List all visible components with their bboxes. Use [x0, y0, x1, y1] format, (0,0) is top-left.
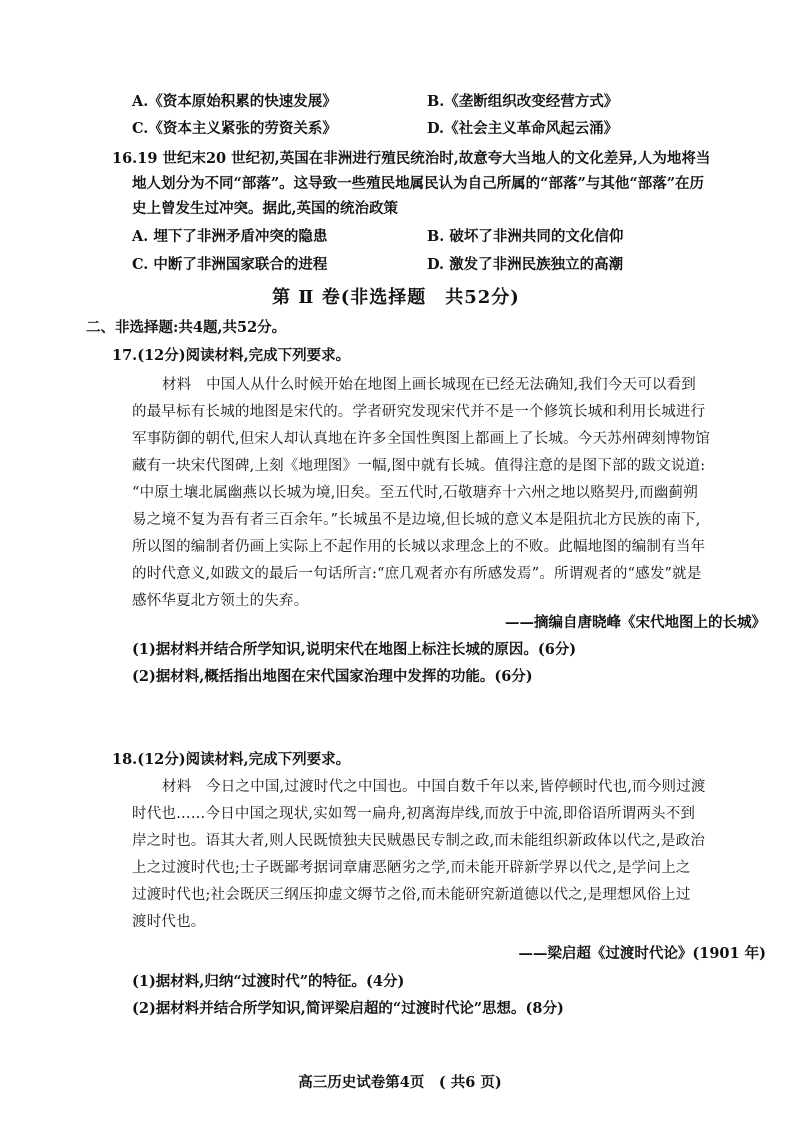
q18-header: 18.(12分)阅读材料,完成下列要求。: [112, 751, 351, 768]
q17-material-line: 的时代意义,如跋文的最后一句话所言:“庶几观者亦有所感发焉”。所谓观者的“感发”就是: [132, 566, 702, 582]
q18-material-line: 岸之时也。语其大者,则人民既愤独夫民贼愚民专制之政,而未能组织新政体以代之,是政治: [132, 833, 706, 849]
q17-header: 17.(12分)阅读材料,完成下列要求。: [112, 347, 351, 364]
section-instruction: 二、非选择题:共4题,共52分。: [86, 319, 287, 336]
q15-option-a: A.《资本原始积累的快速发展》: [132, 93, 337, 110]
q17-question-1: (1)据材料并结合所学知识,说明宋代在地图上标注长城的原因。(6分): [132, 641, 577, 658]
q18-material-line: 上之过渡时代也;士子既鄙考据词章庸恶陋劣之学,而未能开辟新学界以代之,是学问上之: [132, 860, 691, 876]
q17-material-line: 的最早标有长城的地图是宋代的。学者研究发现宋代并不是一个修筑长城和利用长城进行: [132, 404, 706, 420]
q18-source: ——梁启超《过渡时代论》(1901 年): [518, 945, 766, 962]
q16-stem-line-1: 16.19 世纪末20 世纪初,英国在非洲进行殖民统治时,故意夸大当地人的文化差异,人为地将当: [112, 150, 711, 167]
q18-material-line: 材料 今日之中国,过渡时代之中国也。中国自数千年以来,皆停顿时代也,而今则过渡: [162, 779, 706, 795]
section-title: 第 Ⅱ 卷(非选择题 共52分): [272, 287, 520, 308]
q17-material-line: 材料 中国人从什么时候开始在地图上画长城现在已经无法确知,我们今天可以看到: [162, 377, 697, 393]
q16-stem-line-3: 史上曾发生过冲突。据此,英国的统治政策: [132, 200, 399, 217]
q17-material-line: 军事防御的朝代,但宋人却认真地在许多全国性舆图上都画上了长城。今天苏州碑刻博物馆: [132, 431, 711, 447]
q17-source: ——摘编自唐晓峰《宋代地图上的长城》: [505, 614, 766, 631]
q15-option-b: B.《垄断组织改变经营方式》: [427, 93, 619, 110]
page-footer: 高三历史试卷第4页 ( 共6 页): [298, 1074, 502, 1091]
q16-option-b: B. 破坏了非洲共同的文化信仰: [427, 228, 624, 245]
q17-material-line: 藏有一块宋代图碑,上刻《地理图》一幅,图中就有长城。值得注意的是图下部的跋文说道:: [132, 458, 706, 474]
q17-question-2: (2)据材料,概括指出地图在宋代国家治理中发挥的功能。(6分): [132, 668, 533, 685]
q18-question-1: (1)据材料,归纳“过渡时代”的特征。(4分): [132, 973, 405, 990]
q17-material-line: 所以图的编制者仍画上实际上不起作用的长城以求理念上的不败。此幅地图的编制有当年: [132, 539, 706, 555]
q15-option-c: C.《资本主义紧张的劳资关系》: [132, 120, 337, 137]
q18-question-2: (2)据材料并结合所学知识,简评梁启超的“过渡时代论”思想。(8分): [132, 1000, 564, 1017]
q17-material-line: 易之境不复为吾有者三百余年。”长城虽不是边境,但长城的意义本是阻抗北方民族的南下,: [132, 512, 701, 528]
q17-material-line: “中原土壤北属幽燕以长城为境,旧矣。至五代时,石敬瑭弃十六州之地以赂契丹,而幽蓟朔: [132, 485, 698, 501]
q18-material-line: 渡时代也。: [132, 914, 206, 930]
q16-option-a: A. 埋下了非洲矛盾冲突的隐患: [132, 228, 328, 245]
q18-material-line: 过渡时代也;社会既厌三纲压抑虚文缛节之俗,而未能研究新道德以代之,是理想风俗上过: [132, 887, 691, 903]
q18-material-line: 时代也……今日中国之现状,实如驾一扁舟,初离海岸线,而放于中流,即俗语所谓两头不到: [132, 806, 696, 822]
q16-stem-line-2: 地人划分为不同“部落”。这导致一些殖民地属民认为自己所属的“部落”与其他“部落”在历: [132, 175, 705, 192]
q16-option-c: C. 中断了非洲国家联合的进程: [132, 256, 328, 273]
q17-material-line: 感怀华夏北方领土的失弃。: [132, 593, 309, 609]
q16-option-d: D. 激发了非洲民族独立的高潮: [427, 256, 624, 273]
q15-option-d: D.《社会主义革命风起云涌》: [427, 120, 619, 137]
